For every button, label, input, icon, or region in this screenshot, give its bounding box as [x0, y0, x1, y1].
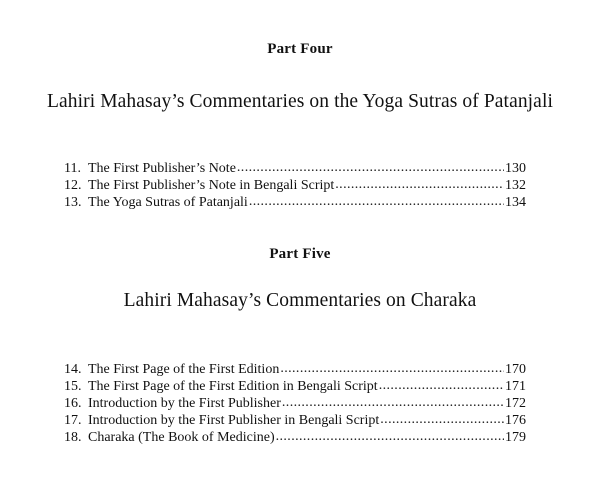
- toc-entry-page: 130: [505, 161, 526, 176]
- toc-entry[interactable]: [64, 395, 526, 412]
- toc-entry-title: Introduction by the First Publisher in Bengali Script: [88, 413, 380, 428]
- dot-leader: [335, 177, 504, 193]
- toc-entry[interactable]: [64, 378, 526, 395]
- toc-entry-title: The First Page of the First Edition: [88, 362, 280, 377]
- toc-entry-title: The Yoga Sutras of Patanjali: [88, 195, 248, 210]
- part-four-toc: [64, 160, 526, 211]
- toc-entry-number: 13.: [64, 195, 82, 210]
- part-five-toc: [64, 361, 526, 446]
- toc-entry-title: The First Publisher’s Note: [88, 161, 236, 176]
- toc-entry-page: 171: [505, 379, 526, 394]
- toc-entry-page: 176: [505, 413, 526, 428]
- dot-leader: [379, 378, 504, 394]
- toc-entry-number: 15.: [64, 379, 82, 394]
- toc-entry-page: 179: [505, 430, 526, 445]
- toc-entry[interactable]: [64, 160, 526, 177]
- dot-leader: [276, 429, 504, 445]
- toc-entry[interactable]: [64, 177, 526, 194]
- toc-entry-number: 11.: [64, 161, 81, 176]
- toc-entry-number: 18.: [64, 430, 82, 445]
- dot-leader: [280, 361, 504, 377]
- dot-leader: [249, 194, 504, 210]
- toc-entry-title: The First Publisher’s Note in Bengali Script: [88, 178, 335, 193]
- toc-entry-number: 17.: [64, 413, 82, 428]
- toc-entry-title: Charaka (The Book of Medicine): [88, 430, 275, 445]
- toc-entry-number: 14.: [64, 362, 82, 377]
- toc-entry[interactable]: [64, 361, 526, 378]
- toc-entry-page: 170: [505, 362, 526, 377]
- toc-entry[interactable]: [64, 412, 526, 429]
- toc-entry[interactable]: [64, 429, 526, 446]
- toc-entry-page: 172: [505, 396, 526, 411]
- toc-entry-title: Introduction by the First Publisher: [88, 396, 281, 411]
- toc-entry-number: 12.: [64, 178, 82, 193]
- part-four-title: Lahiri Mahasay’s Commentaries on the Yoga Sutras of Patanjali: [47, 91, 553, 112]
- dot-leader: [237, 160, 504, 176]
- part-four-heading: Part Four: [267, 41, 333, 57]
- toc-entry[interactable]: [64, 194, 526, 211]
- toc-entry-page: 132: [505, 178, 526, 193]
- part-five-heading: Part Five: [269, 246, 331, 262]
- toc-entry-number: 16.: [64, 396, 82, 411]
- dot-leader: [380, 412, 504, 428]
- toc-entry-page: 134: [505, 195, 526, 210]
- dot-leader: [282, 395, 504, 411]
- part-five-title: Lahiri Mahasay’s Commentaries on Charaka: [123, 290, 477, 311]
- toc-entry-title: The First Page of the First Edition in Bengali Script: [88, 379, 378, 394]
